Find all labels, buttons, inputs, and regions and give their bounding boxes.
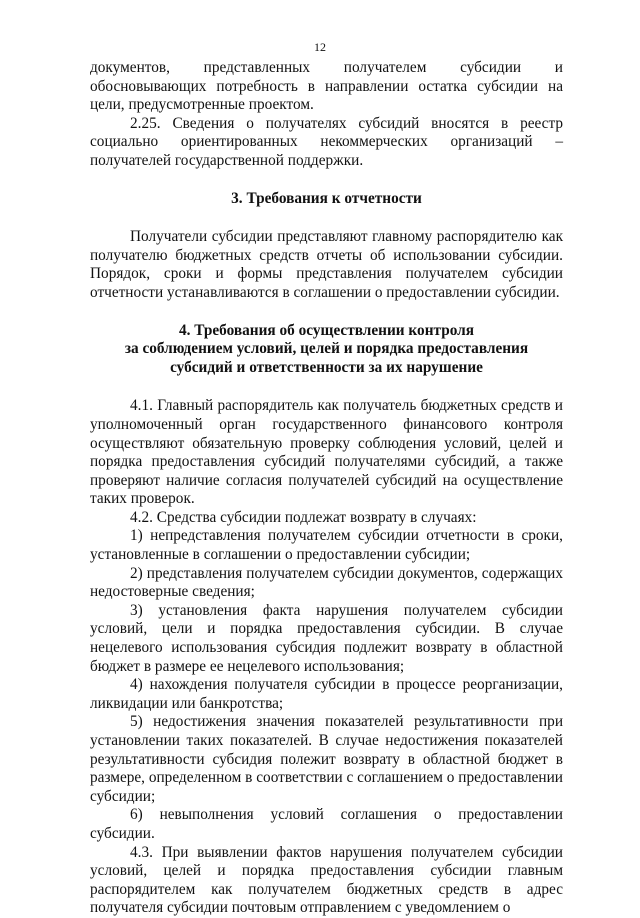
section-4-heading-line-1: 4. Требования об осуществлении контроля: [178, 321, 475, 339]
list-item-4: 4) нахождения получателя субсидии в процессе реорганизации, ликвидации или банкротства;: [90, 676, 563, 712]
list-item-6: 6) невыполнения условий соглашения о предоставлении субсидии.: [90, 806, 563, 842]
paragraph-4-1: 4.1. Главный распорядитель как получатель бюджетных средств и уполномоченный орган государственного финансового контроля осуществляют обязательную проверку соблюдения условий, целей и порядка предоставления субсидий получателями субсидий, а также проверяют наличие согласия получателей субсидий на осуществление таких проверок.: [90, 397, 563, 508]
section-3-text: Получатели субсидии представляют главному распорядителю как получателю бюджетных средств отчеты об использовании субсидии. Порядок, сроки и формы представления получателем субсидии отчетности устанавливаются в соглашении о предоставлении субсидии.: [90, 228, 563, 301]
section-4-heading-line-2: за соблюдением условий, целей и порядка предоставления: [124, 340, 529, 358]
list-item-2: 2) представления получателем субсидии документов, содержащих недостоверные сведения;: [90, 564, 563, 601]
paragraph-continuation: документов, представленных получателем субсидии и обосновывающих потребность в направлении остатка субсидии на цели, предусмотренные проектом.: [90, 59, 563, 114]
paragraph-4-3: 4.3. При выявлении фактов нарушения получателем субсидии условий, целей и порядка предоставления субсидии главным распорядителем как получателем бюджетных средств в адрес получателя субсидии почтовым отправлением с уведомлением о: [90, 843, 563, 917]
section-4-heading-line-3: субсидий и ответственности за их нарушение: [170, 358, 483, 376]
page-body: [90, 59, 563, 918]
list-item-1: 1) непредставления получателем субсидии отчетности в сроки, установленные в соглашении о предоставлении субсидии;: [90, 527, 563, 564]
list-item-3: 3) установления факта нарушения получателем субсидии условий, цели и порядка предоставления субсидии. В случае нецелевого использования субсидия подлежит возврату в областной бюджет в размере ее нецелевого использования;: [90, 601, 563, 675]
paragraph-2-25: 2.25. Сведения о получателях субсидий вносятся в реестр социально ориентированных некоммерческих организаций – получателей государственной поддержки.: [90, 114, 563, 169]
list-item-5: 5) недостижения значения показателей результативности при установлении таких показателей. В случае недостижения показателей результативности субсидия полежит возврату в областной бюджет в размере, определенном в соответствии с соглашением о предоставлении субсидии;: [90, 713, 563, 805]
page-number: 12: [314, 40, 326, 54]
section-3-heading: 3. Требования к отчетности: [231, 189, 422, 207]
paragraph-4-2: 4.2. Средства субсидии подлежат возврату в случаях:: [130, 508, 477, 526]
